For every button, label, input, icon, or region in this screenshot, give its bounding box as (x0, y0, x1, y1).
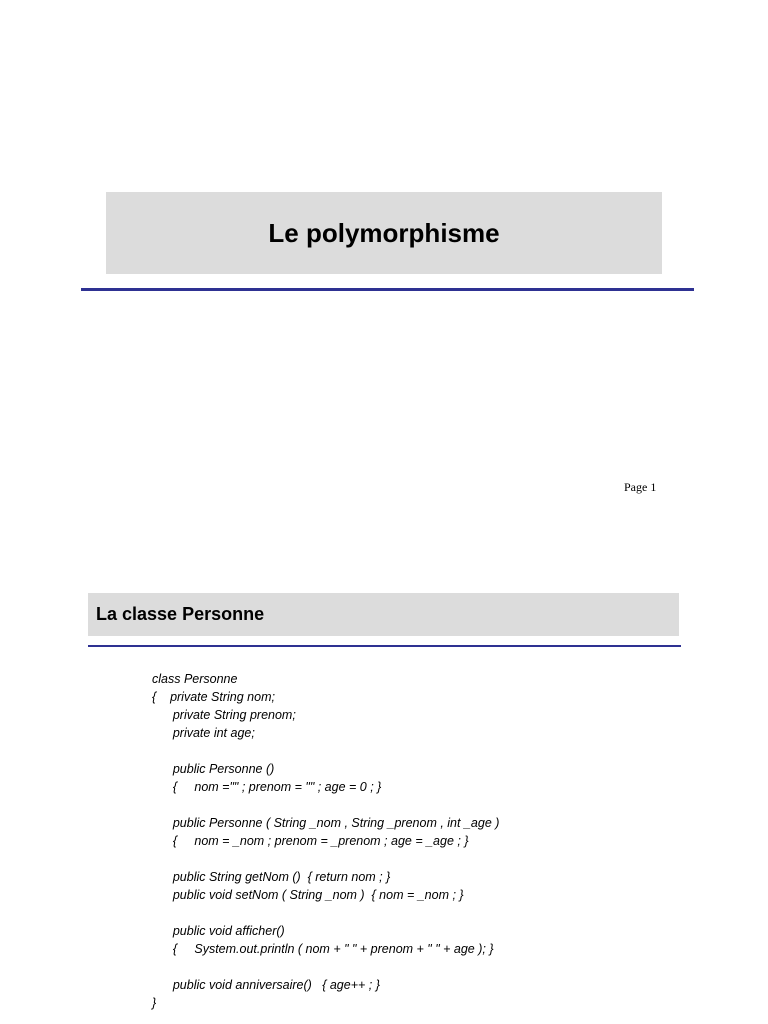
section-title: La classe Personne (96, 604, 265, 624)
code-block (152, 670, 499, 1012)
code-line: { nom ="" ; prenom = "" ; age = 0 ; } (152, 780, 382, 794)
code-line (152, 850, 499, 868)
code-line: private String prenom; (152, 708, 296, 722)
code-line: private int age; (152, 726, 255, 740)
page-number: Page 1 (624, 480, 657, 494)
code-line (152, 904, 499, 922)
slide-title-box (106, 192, 662, 274)
code-line: public void afficher() (152, 924, 285, 938)
code-line: public Personne () (152, 762, 275, 776)
code-line (152, 742, 499, 760)
code-line: { private String nom; (152, 690, 275, 704)
code-line: { nom = _nom ; prenom = _prenom ; age = _age ; } (152, 834, 469, 848)
section-divider (88, 645, 681, 647)
title-divider (81, 288, 694, 291)
code-line (152, 958, 499, 976)
section-title-box (88, 593, 679, 636)
code-line: { System.out.println ( nom + " " + prenom + " " + age ); } (152, 942, 494, 956)
code-line: public void setNom ( String _nom ) { nom = _nom ; } (152, 888, 464, 902)
code-line: public String getNom () { return nom ; } (152, 870, 391, 884)
code-line: } (152, 996, 157, 1010)
slide-title: Le polymorphisme (268, 217, 500, 248)
code-line: public Personne ( String _nom , String _prenom , int _age ) (152, 816, 500, 830)
code-line (152, 796, 499, 814)
code-line: class Personne (152, 672, 238, 686)
code-line: public void anniversaire() { age++ ; } (152, 978, 380, 992)
